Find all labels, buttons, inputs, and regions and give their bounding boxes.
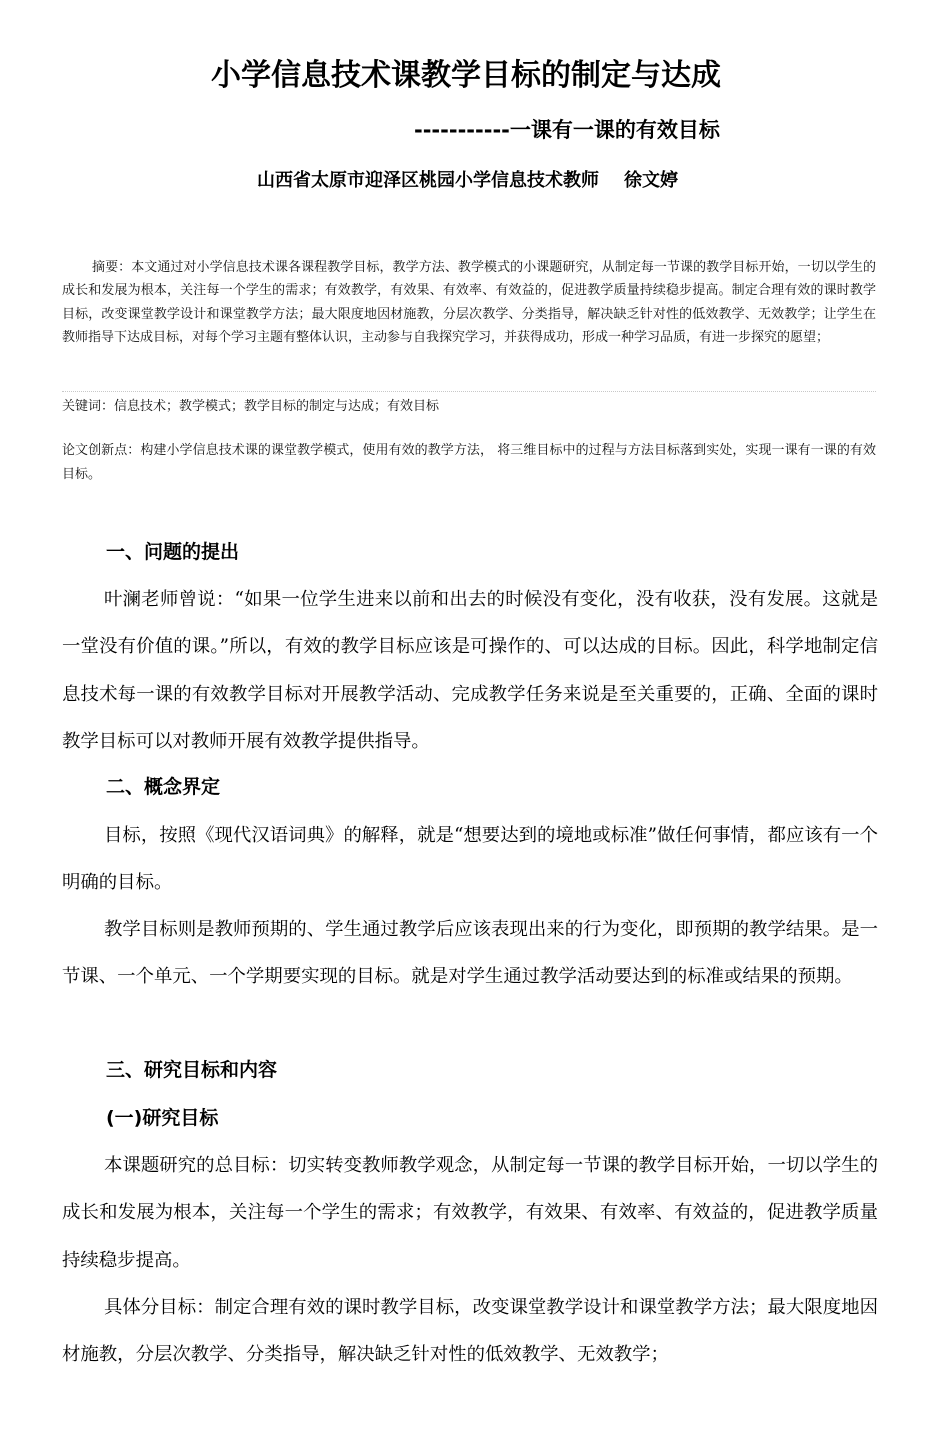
section-heading-1: 一、问题的提出 <box>106 541 240 563</box>
keywords-line: 关键词：信息技术；教学模式；教学目标的制定与达成；有效目标 <box>62 399 440 414</box>
section-2-paragraph-2: 教学目标则是教师预期的、学生通过教学后应该表现出来的行为变化，即预期的教学结果。是一节课、一个单元、一个学期要实现的目标。就是对学生通过教学活动要达到的标准或结果的预期。 <box>62 919 878 988</box>
section-1-paragraph-1: 叶澜老师曾说：“如果一位学生进来以前和出去的时候没有变化，没有收获，没有发展。这就是一堂没有价值的课。”所以，有效的教学目标应该是可操作的、可以达成的目标。因此，科学地制定信息技术每一课的有效教学目标对开展教学活动、完成教学任务来说是至关重要的，正确、全面的课时教学目标可以对教师开展有效教学提供指导。 <box>62 589 878 752</box>
section-2-paragraph-1: 目标，按照《现代汉语词典》的解释，就是“想要达到的境地或标准”做任何事情，都应该有一个明确的目标。 <box>62 825 878 894</box>
section-3-paragraph-1: 本课题研究的总目标：切实转变教师教学观念，从制定每一节课的教学目标开始，一切以学生的成长和发展为根本，关注每一个学生的需求；有效教学，有效果、有效率、有效益的，促进教学质量持续稳步提高。 <box>62 1155 878 1271</box>
document-subtitle: -----------一课有一课的有效目标 <box>414 118 720 142</box>
document-title: 小学信息技术课教学目标的制定与达成 <box>211 58 721 93</box>
section-heading-3: 三、研究目标和内容 <box>106 1059 278 1081</box>
section-3-paragraph-2: 具体分目标：制定合理有效的课时教学目标，改变课堂教学设计和课堂教学方法；最大限度地因材施教，分层次教学、分类指导，解决缺乏针对性的低效教学、无效教学； <box>62 1297 878 1366</box>
divider <box>62 391 876 392</box>
section-heading-2: 二、概念界定 <box>106 776 221 798</box>
innovation-paragraph: 论文创新点：构建小学信息技术课的课堂教学模式，使用有效的教学方法， 将三维目标中的过程与方法目标落到实处，实现一课有一课的有效目标。 <box>62 443 876 482</box>
author-line: 山西省太原市迎泽区桃园小学信息技术教师 徐文婷 <box>256 170 679 191</box>
abstract-paragraph: 摘要：本文通过对小学信息技术课各课程教学目标，教学方法、教学模式的小课题研究，从制定每一节课的教学目标开始，一切以学生的成长和发展为根本，关注每一个学生的需求；有效教学，有效果、有效率、有效益的，促进教学质量持续稳步提高。制定合理有效的课时教学目标，改变课堂教学设计和课堂教学方法；最大限度地因材施教，分层次教学、分类指导，解决缺乏针对性的低效教学、无效教学；让学生在教师指导下达成目标，对每个学习主题有整体认识，主动参与自我探究学习，并获得成功，形成一种学习品质，有进一步探究的愿望； <box>62 260 876 345</box>
subsection-heading: (一)研究目标 <box>106 1107 219 1129</box>
